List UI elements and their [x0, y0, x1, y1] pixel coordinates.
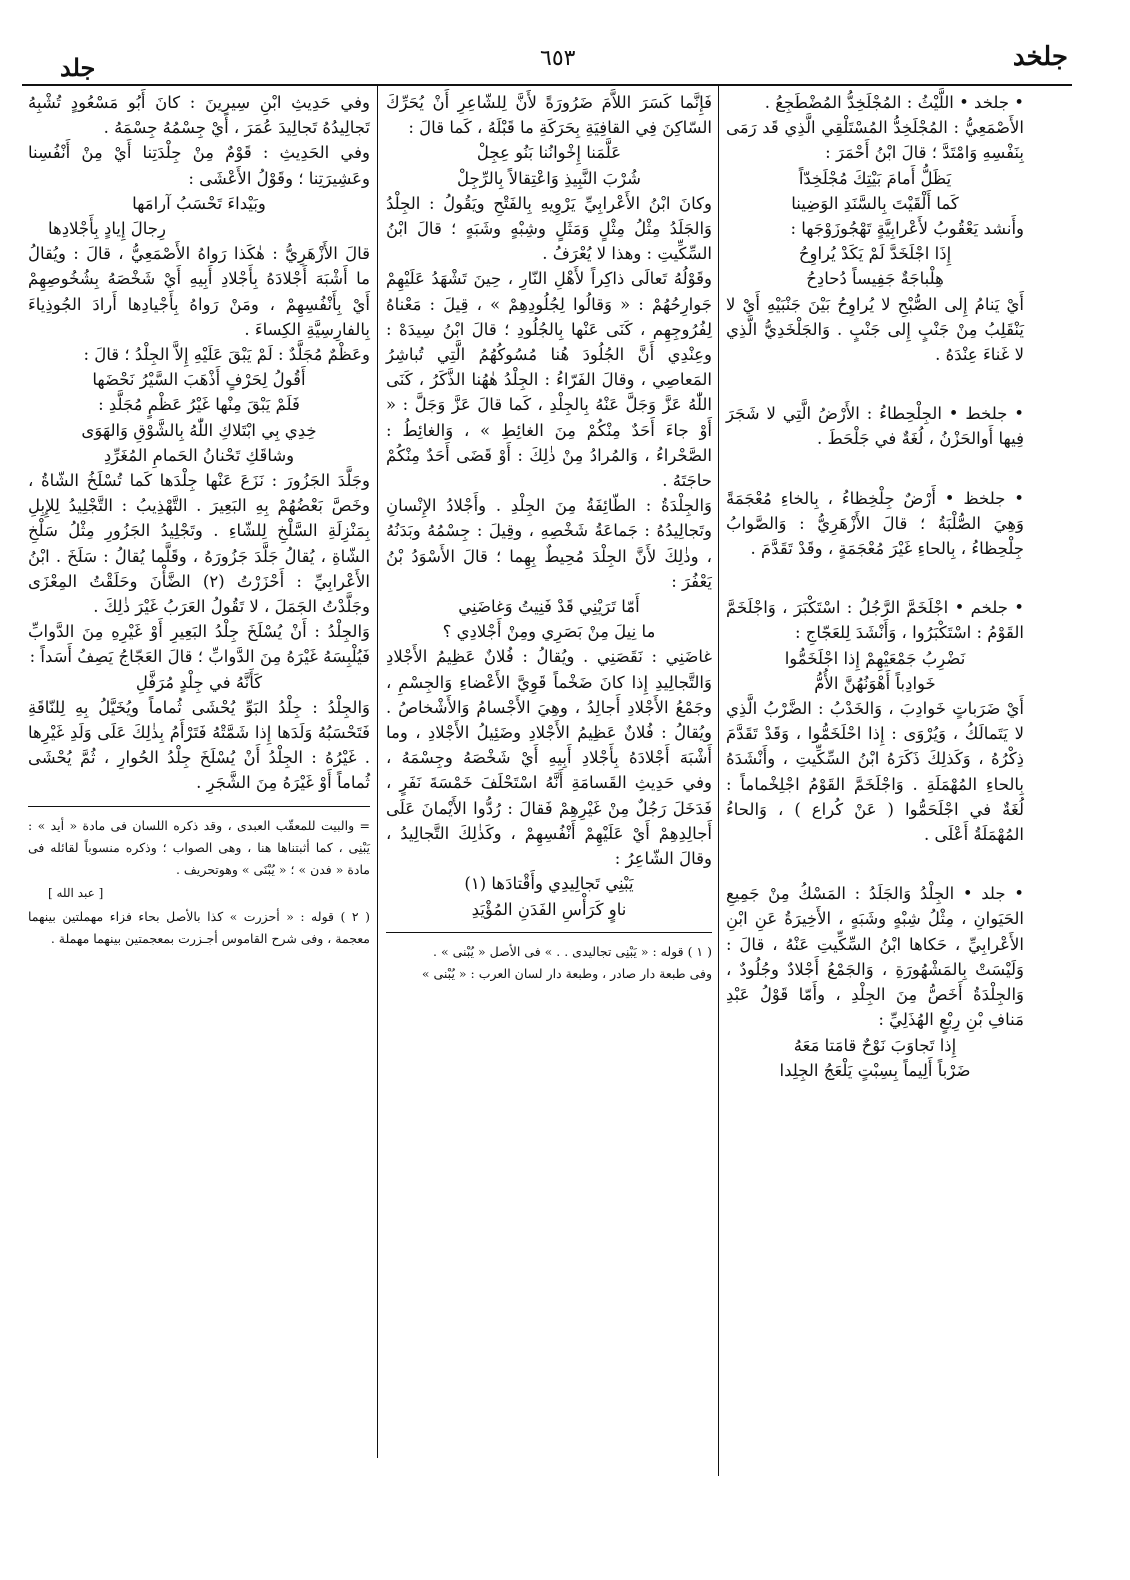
verse-line: أَمّا تَرَيْنِي قَدْ فَنِيتُ وَغاضَنِي — [458, 597, 640, 617]
verse-line: يَبْنِي تَجالِيدِي وأَقْتادَها (١) — [464, 874, 634, 894]
entry-paragraph: وفي حَدِيثِ ابْنِ سِيرِينَ : كانَ أَبُو مَسْعُودٍ تُشْبِهُ تَجالِيدُهُ تَجالِيدَ عُمَرَ ، أَيْ جِسْمُهُ جِسْمَهُ . — [28, 93, 370, 138]
verse-line: وشاقَكِ تَحْنانُ الحَمامِ المُغَرِّدِ — [103, 445, 295, 465]
page-number: ٦٥٣ — [540, 46, 576, 71]
footnote: وفى طبعة دار صادر ، وطبعة دار لسان العرب : « يُبْنى » — [421, 965, 712, 981]
verse-line: إِذَا اجْلَخَدَّ لَمْ يَكَدْ يُراوِحُ — [798, 244, 952, 264]
footnote-signature: [ عبد الله ] — [48, 885, 104, 900]
entry-paragraph: وجَلَّدَ الجَزُورَ : نَزَعَ عَنْها جِلْدَها كَما تُسْلَخُ الشّاةُ ، وخَصَّ بَعْضُهُمْ بِهِ البَعِيرَ . التَّهْذِيبُ : التَّجْلِيدُ لِلإِبِلِ بِمَنْزِلَةِ السَّلْخِ لِلشّاءِ . وتَجْلِيدُ الجَزُورِ مِثْلُ سَلْخِ الشّاةِ ، يُقالُ جَلَّدَ جَزُورَهُ ، وقَلَّما يُقالُ : سَلَخَ . ابْنُ الأَعْرابِيِّ : أَحْزَرْتُ (٢) الضَّأْنَ وحَلَقْتُ المِعْزَى وجَلَّدْتُ الجَمَلَ ، لا تَقُولُ العَرَبُ غَيْرَ ذٰلِكَ . — [28, 471, 371, 617]
verse-line: خَوادِباً أَهْوَنُهُنَّ الأُمُّ — [814, 673, 936, 693]
entry-paragraph: وَالجِلْدُ : أَنْ يُسْلَخَ جِلْدُ البَعِيرِ أَوْ غَيْرِهِ مِنَ الدَّوابِّ فَيُلْبِسَهُ غَيْرَهُ مِنَ الدَّوابِّ ؛ قالَ العَجّاجُ يَصِفُ أَسَداً : — [28, 622, 370, 667]
entry-paragraph: وقَوْلُهُ تَعالَى ذاكِراً لأَهْلِ النّارِ ، حِينَ تَشْهَدُ عَلَيْهِمْ جَوارِحُهُمْ : « وَقالُوا لِجُلُودِهِمْ » ، قِيلَ : مَعْناهُ لِفُرُوجِهِم ، كَنَى عَنْها بِالجُلُودِ ؛ قالَ ابْنُ سِيدَهْ : وعِنْدِي أَنَّ الجُلُودَ هُنا مُسُوكُهُمُ الَّتِي تُباشِرُ المَعاصِي ، وقالَ الفَرّاءُ : الجِلْدُ هٰهُنا الذَّكَرُ ، كَنَى اللّٰهُ عَزَّ وَجَلَّ عَنْهُ بِالجِلْدِ ، كَما قالَ عَزَّ وَجَلَّ : « أَوْ جاءَ أَحَدٌ مِنْكُمْ مِنَ الغائِطِ » ، وَالغائِطُ : الصَّحْراءُ ، وَالمُرادُ مِنْ ذٰلِكَ : أَوْ قَضَى أَحَدٌ مِنْكُمْ حاجَتَهُ . — [386, 269, 712, 491]
entry-paragraph: وكانَ ابْنُ الأَعْرابِيِّ يَرْوِيهِ بِالفَتْحِ ويَقُولُ : الجِلْدُ وَالجَلَدُ مِثْلُ مِثْلٍ وَمَثَلٍ وشِبْهٍ وشَبَهٍ ؛ قالَ ابْنُ السِّكِّيتِ : وهذا لا يُعْرَفُ . — [386, 193, 712, 264]
entry-paragraph: قالَ الأَزْهَرِيُّ : هٰكَذا رَواهُ الأَصْمَعِيُّ ، قالَ : ويُقالُ ما أَشْبَهَ أَجْلادَهُ بِأَجْلادِ أَبِيهِ أَيْ شَخْصَهُ بِشُخُوصِهِمْ أَيْ بِأَنْفُسِهِمْ ، ومَنْ رَواهُ بِأَجْيادِها أَرادَ الجُوذِياءَ بِالفارِسِيَّةِ الكِساءَ . — [28, 244, 370, 339]
verse-line: عَلَّمَنا إِخْوانُنا بَنُو عِجِلْ — [476, 143, 622, 163]
entry-paragraph: • جلخط • الجِلْحِطاءُ : الأَرْضُ الَّتِي لا شَجَرَ فِيها أَوالحَزْنُ ، لُغَةٌ في جَلْحَطَ . — [726, 404, 1024, 449]
verse-line: ناوٍ كَرَأْسِ الفَدَنِ المُؤْيَدِ — [471, 899, 627, 919]
entry-paragraph: وفي الحَدِيثِ : قَوْمٌ مِنْ جِلْدَتِنا أَيْ مِنْ أَنْفُسِنا وعَشِيرَتِنا ؛ وقَوْلُ الأَعْشَى : — [28, 143, 370, 188]
entry-paragraph: • جلد • الجِلْدُ وَالجَلَدُ : المَسْكُ مِنْ جَمِيعِ الحَيَوانِ ، مِثْلُ شِبْهٍ وشَبَهٍ ، الأَخِيرَةُ عَنِ ابْنِ الأَعْرابِيِّ ، حَكاها ابْنُ السِّكِّيتِ عَنْهُ ، قالَ : وَلَيْسَتْ بِالمَشْهُورَةِ ، وَالجَمْعُ أَجْلادٌ وجُلُودٌ ، وَالجِلْدَةُ أَخَصُّ مِنَ الجِلْدِ ، وأَمّا قَوْلُ عَبْدِ مَنافِ بْنِ رِبْعٍ الهُذَلِيِّ : — [726, 884, 1024, 1030]
column-middle — [386, 90, 712, 985]
verse-line: كَما أَلْقَيْتَ بِالسَّنَدِ الوَضِينا — [791, 193, 959, 213]
entry-paragraph: أَيْ ضَرَباتٍ خَوادِبَ ، وَالخَدْبُ : الضَّرْبُ الَّذِي لا يَتَمالَكُ ، وَيُرْوَى : إِذا احْلَخَمُّوا ، وَقَدْ تَقَدَّمَ ذِكْرُهُ ، وَكَذلِكَ ذَكَرَهُ ابْنُ السِّكِّيتِ ، وأَنْشَدَهُ بِالحاءِ المُهْمَلَةِ . وَاجْلَخَمَّ القَوْمُ اجْلِخْماماً : لُغَةٌ في اجْلَحَمُّوا ( عَنْ كُراع ) ، وَالحاءُ المُهْمَلَةُ أَعْلَى . — [726, 699, 1024, 845]
entry-gap — [726, 847, 1024, 881]
footnote-rule — [28, 806, 370, 807]
footnote: ( ٢ ) قوله : « أحزرت » كذا بالأصل بحاء فزاء مهملتين بينهما معجمة ، وفى شرح القاموس أجـزرت بمعجمتين بينهما مهملة . — [28, 908, 370, 946]
footnote: = والبيت للمعقّب العبدى ، وقد ذكره اللسان فى مادة « أيد » : يَبْنِى ، كما أثبتناها هنا ، وهى الصواب ؛ وذكره منسوباً لقائله فى مادة « فدن » ؛ « يُبْنَى » وهوتحريف . — [28, 817, 370, 877]
footnote: ( ١ ) قوله : « يَبْنِى تجاليدى . . » فى الأصل « يُبْنى » . — [433, 943, 712, 959]
entry-gap — [726, 452, 1024, 486]
verse-line: يَظَلُّ أَمامَ بَيْتِكَ مُجْلَخِدّاً — [798, 168, 952, 188]
entry-paragraph: وأَنشد يَعْقُوبُ لأَعْرابِيَّةٍ تَهْجُوزَوْجَها : — [790, 219, 1024, 239]
entry-paragraph: فَإِنَّما كَسَرَ اللاَّمَ ضَرُورَةً لأَنَّ لِلشّاعِرِ أَنْ يُحَرِّكَ السّاكِنَ فِي القافِيَةِ بِحَرَكَةِ ما قَبْلَهُ ، كَما قالَ : — [386, 93, 712, 138]
entry-paragraph: أَيْ يَنامُ إِلى الصُّبْحِ لا يُراوِحُ بَيْنَ جَنْبَيْهِ أَيْ لا يَنْقَلِبُ مِنْ جَنْبٍ إِلى جَنْبٍ . وَالجَلْخَدِيُّ الَّذِي لا غَناءَ عِنْدَهُ . — [726, 294, 1024, 365]
entry-gap — [726, 367, 1024, 401]
header-rule — [22, 84, 1072, 86]
column-divider — [718, 86, 719, 1476]
verse-line: إِذا تَجاوَبَ نَوْحٌ قامَتا مَعَهُ — [793, 1035, 957, 1055]
entry-paragraph: • جلخم • اجْلَخَمَّ الرَّجُلُ : اسْتَكْبَرَ ، وَاجْلَخَمَّ القَوْمُ : اسْتَكْبَرُوا ، وَأَنْشَدَ لِلعَجّاجِ : — [726, 598, 1024, 643]
entry-paragraph: وعَظْمٌ مُجَلَّدٌ : لَمْ يَبْقَ عَلَيْهِ إِلاَّ الجِلْدُ ؛ قالَ : — [83, 345, 370, 365]
verse-line: شُرْبَ النَّبِيذِ وَاعْتِقالاً بِالرِّجِلْ — [456, 168, 641, 188]
running-head-left: جلد — [60, 53, 96, 82]
verse-line: خِدِي بِي ابْتَلاكِ اللّٰهُ بِالشَّوْقِ وَالهَوَى — [81, 420, 317, 440]
column-left — [28, 90, 370, 950]
entry-paragraph: وَالجِلْدُ : جِلْدُ البَوِّ يُحْشَى ثُماماً ويُخَيَّلُ بِهِ لِلنّاقَةِ فَتَحْسَبُهُ وَلَدَها إِذا شَمَّتْهُ فَتَرْأَمُ بِذٰلِكَ عَلَى وَلَدِ غَيْرِها . غَيْرُهُ : الجِلْدُ أَنْ يُسْلَخَ جِلْدُ الحُوارِ ، ثُمَّ يُحْشَى ثُماماً أَوْ غَيْرَهُ مِنَ الشَّجَرِ . — [28, 697, 370, 793]
verse-line: ما نِيلَ مِنْ بَصَرِي ومِنْ أَجْلادِي ؟ — [442, 622, 656, 642]
verse-line: كَأَنَّهُ في جِلْدٍ مُرَفَّلِ — [135, 672, 263, 692]
entry-paragraph: غاضَنِي : نَقَصَنِي . ويُقالُ : فُلانٌ عَظِيمُ الأَجْلادِ وَالتَّجالِيدِ إِذا كانَ ضَخْماً قَوِيَّ الأَعْضاءِ وَالجِسْمِ ، وجَمْعُ الأَجْلادِ أَجالِدُ ، وهِيَ الأَجْسامُ وَالأَشْخاصُ . ويُقالُ : فُلانٌ عَظِيمُ الأَجْلادِ وضَئِيلُ الأَجْلادِ ، وما أَشْبَهَ أَجْلادَهُ بِأَجْلادِ أَبِيهِ أَيْ شَخْصَهُ وجِسْمَهُ ، وفي حَدِيثِ القَسامَةِ أَنَّهُ اسْتَحْلَفَ خَمْسَةَ نَفَرٍ ، فَدَخَلَ رَجُلٌ مِنْ غَيْرِهِمْ فَقالَ : رُدُّوا الأَيْمانَ عَلَى أَجالِدِهِمْ أَيْ عَلَيْهِمْ أَنْفُسِهِمْ ، وكَذٰلِكَ التَّجالِيدُ ، وقالَ الشّاعِرُ : — [386, 647, 712, 869]
column-right — [726, 90, 1024, 1083]
verse-line: فَلَمْ يَبْقَ مِنْها غَيْرُ عَظْمٍ مُجَلَّدِ : — [98, 395, 300, 415]
verse-line: نَضْرِبُ جَمْعَيْهِمْ إِذا اجْلَخَمُّوا — [784, 648, 966, 668]
verse-line: هِلْباجَةٌ جَفِيساً دُحادِحُ — [806, 269, 944, 289]
entry-paragraph: • جلخد • اللَّيْثُ : المُجْلَخِدُّ المُضْطَجِعُ . — [764, 93, 1024, 112]
footnote-rule — [386, 932, 712, 933]
column-divider — [377, 86, 378, 1458]
entry-paragraph: وَالجِلْدَةُ : الطّائِفَةُ مِنَ الجِلْدِ . وأَجْلادُ الإِنْسانِ وتَجالِيدُهُ : جَماعَةُ شَخْصِهِ ، وقِيلَ : جِسْمُهُ وبَدَنُهُ ، وذٰلِكَ لأَنَّ الجِلْدَ مُحِيطٌ بِهِما ؛ قالَ الأَسْوَدُ بْنُ يَعْفُرَ : — [386, 496, 712, 591]
entry-paragraph: الأَصْمَعِيُّ : المُجْلَخِدُّ المُسْتَلْقِي الَّذِي قَد رَمَى بِنَفْسِهِ وَامْتَدَّ ؛ قالَ ابْنُ أَحْمَرَ : — [726, 118, 1024, 163]
verse-line: أَقُولُ لِحَرْفٍ أَذْهَبَ السَّيْرُ نَحْضَها — [92, 370, 306, 390]
entry-gap — [726, 561, 1024, 595]
running-head-right: جلخد — [1012, 42, 1068, 72]
verse-line: رِجالَ إِيادٍ بِأَجْلادِها — [48, 219, 166, 239]
verse-line: وبَيْداءَ تَحْسَبُ آرامَها — [132, 193, 266, 213]
verse-line: ضَرْباً أَلِيماً بِسِبْتٍ يَلْعَجُ الجِلِدا — [779, 1060, 971, 1080]
entry-paragraph: • جلخظ • أَرْضٌ جِلْخِظاءُ ، بِالخاءِ مُعْجَمَةً وَهِيَ الصُّلْبَةُ ؛ قالَ الأَزْهَرِيُّ : وَالصَّوابُ جِلْحِظاءُ ، بِالحاءِ غَيْرَ مُعْجَمَةٍ ، وقَدْ تَقَدَّمَ . — [726, 488, 1024, 559]
